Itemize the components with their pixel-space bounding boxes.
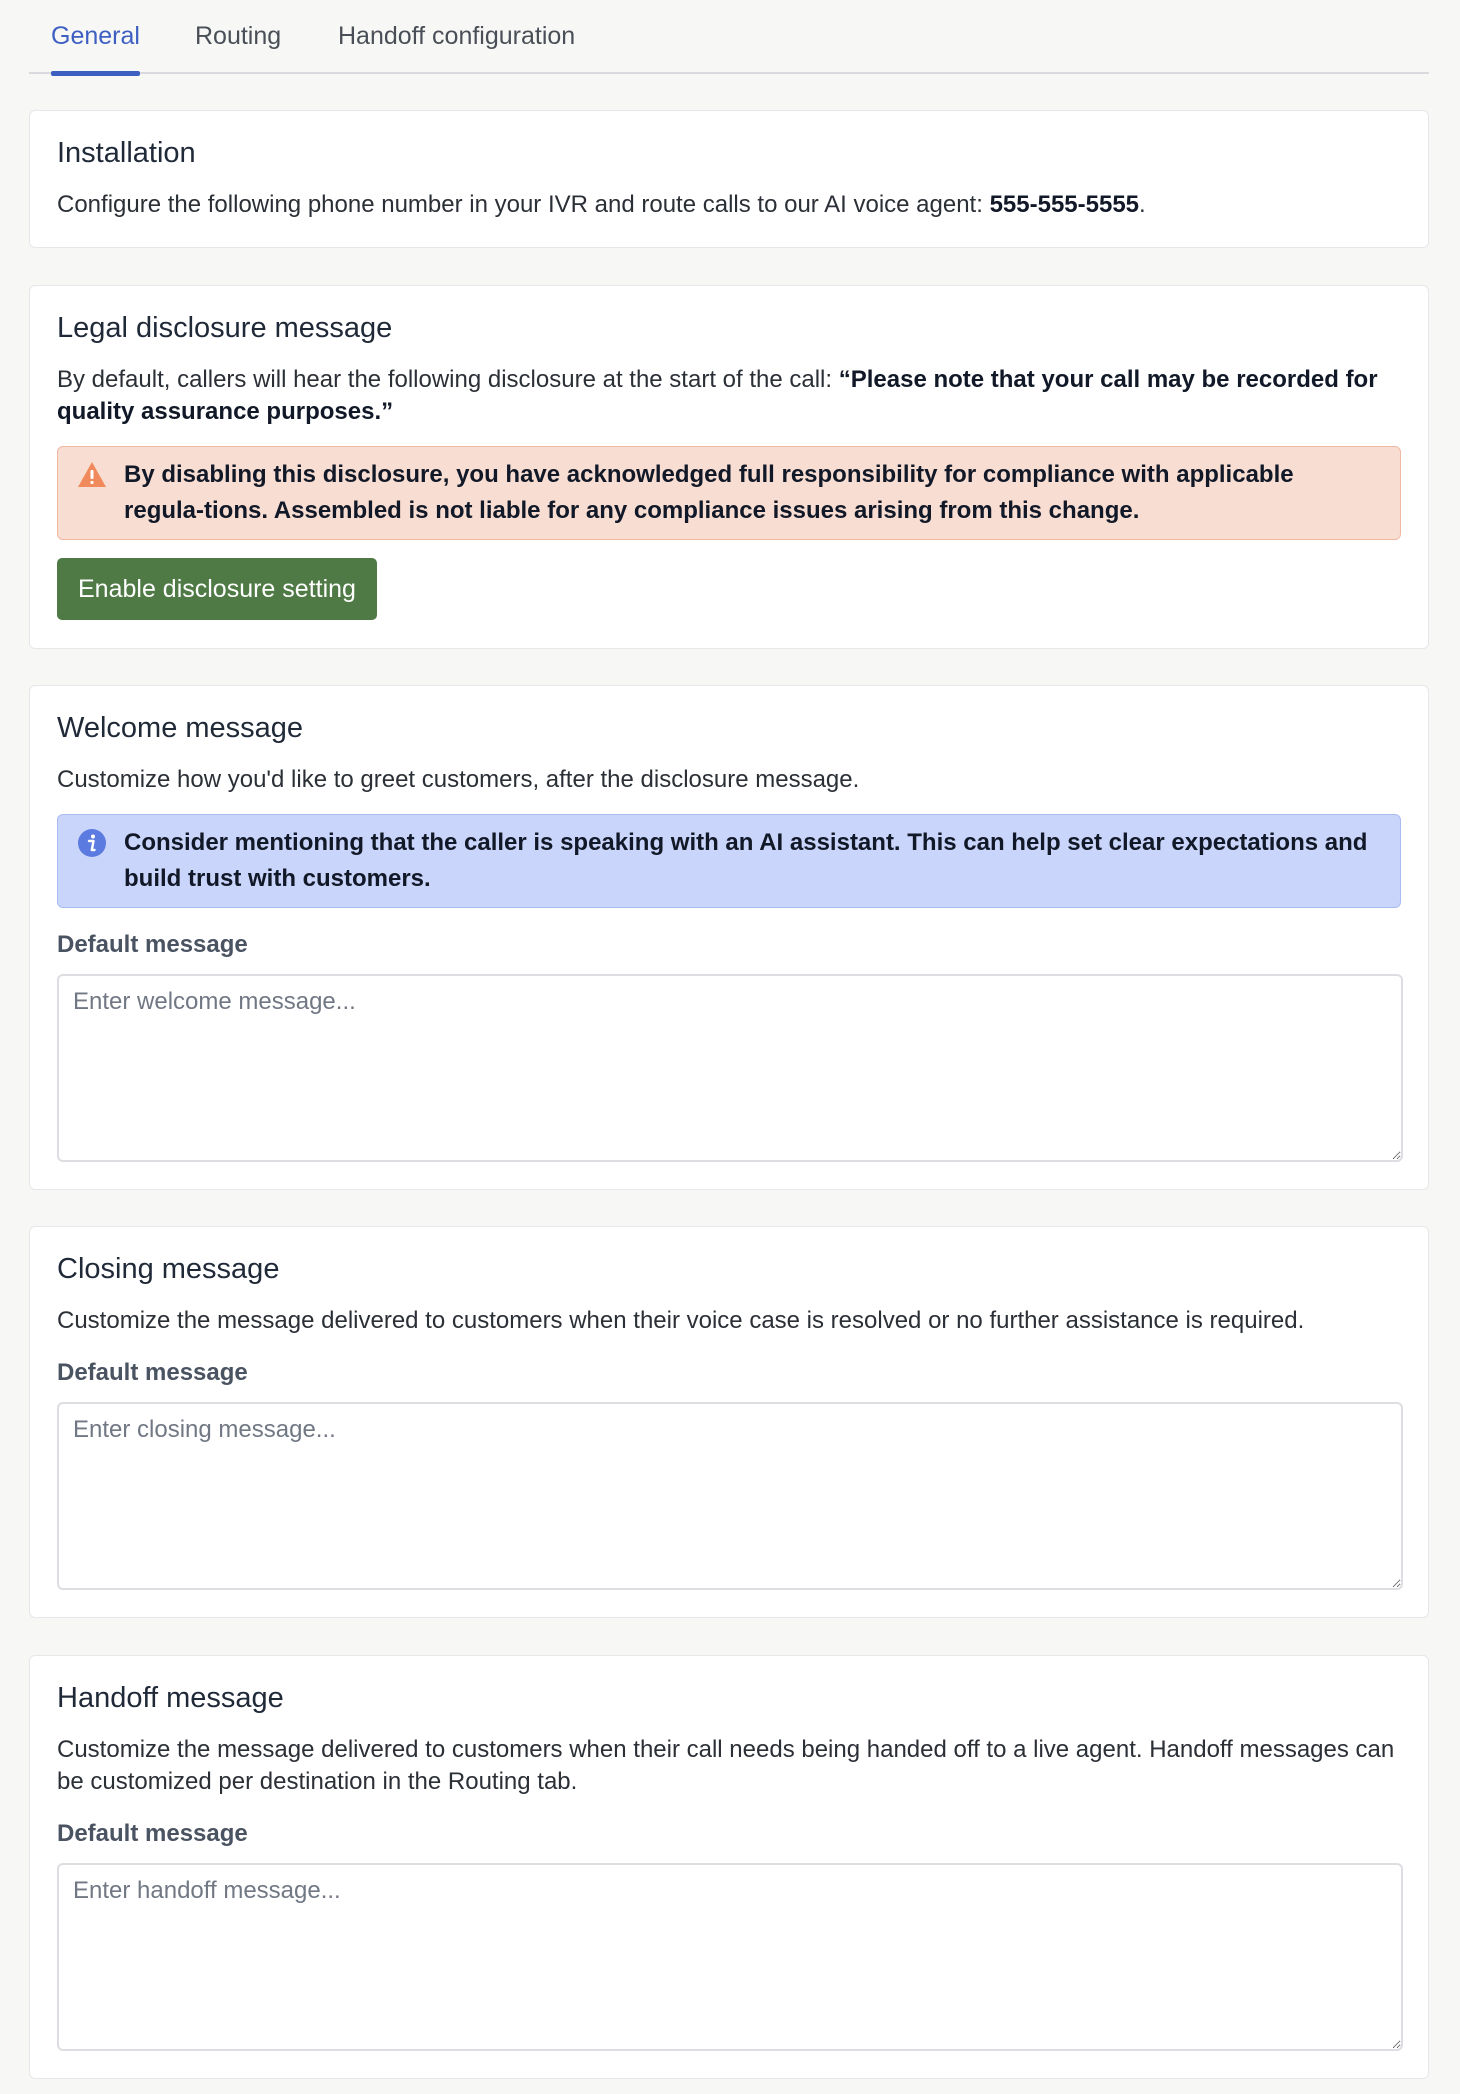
welcome-info-text: Consider mentioning that the caller is speaking with an AI assistant. This can help set clear expectations and build trust with customers.: [124, 829, 1368, 892]
installation-trailing: .: [1139, 191, 1146, 218]
handoff-field-label: Default message: [57, 1820, 248, 1847]
handoff-message-input[interactable]: [57, 1863, 1403, 2051]
info-icon: [77, 828, 107, 858]
enable-disclosure-button[interactable]: Enable disclosure setting: [57, 558, 377, 620]
disclosure-warning-alert: [57, 446, 1401, 540]
disclosure-warning-text: By disabling this disclosure, you have acknowledged full responsibility for compliance with applicable regula-tions. Assembled is not liable for any compliance issues arising from this change.: [124, 461, 1294, 524]
closing-message-description: Customize the message delivered to customers when their voice case is resolved or no further assistance is required.: [57, 1307, 1305, 1334]
tab-bar: [29, 0, 1429, 74]
legal-disclosure-title: Legal disclosure message: [57, 312, 393, 344]
installation-description: [57, 189, 1401, 221]
closing-message-title: Closing message: [57, 1253, 280, 1285]
legal-disclosure-card: [29, 285, 1429, 649]
welcome-field-label: Default message: [57, 931, 248, 958]
legal-disclosure-description: [57, 364, 1401, 428]
welcome-message-description: Customize how you'd like to greet customers, after the disclosure message.: [57, 766, 860, 793]
warning-icon: [77, 460, 107, 490]
welcome-info-alert: [57, 814, 1401, 908]
closing-field-label: Default message: [57, 1359, 248, 1386]
handoff-message-description: Customize the message delivered to customers when their call needs being handed off to a live agent. Handoff messages can be customized per destination in the Routing tab.: [57, 1736, 1395, 1795]
closing-message-card: [29, 1226, 1429, 1618]
installation-title: Installation: [57, 137, 196, 169]
welcome-message-input[interactable]: [57, 974, 1403, 1162]
welcome-message-card: [29, 685, 1429, 1190]
installation-text: Configure the following phone number in your IVR and route calls to our AI voice agent:: [57, 191, 990, 218]
welcome-message-title: Welcome message: [57, 712, 304, 744]
tab-general[interactable]: General: [51, 0, 140, 74]
tab-handoff-configuration[interactable]: Handoff configuration: [338, 22, 576, 50]
installation-card: [29, 110, 1429, 248]
legal-disclosure-text: By default, callers will hear the following disclosure at the start of the call:: [57, 366, 839, 393]
closing-message-input[interactable]: [57, 1402, 1403, 1590]
installation-phone: 555-555-5555: [989, 191, 1140, 218]
legal-disclosure-quote: “Please note that your call may be recorded for quality assurance purposes.”: [57, 366, 1378, 425]
tab-routing[interactable]: Routing: [195, 22, 282, 50]
handoff-message-card: [29, 1655, 1429, 2079]
handoff-message-title: Handoff message: [57, 1682, 284, 1714]
